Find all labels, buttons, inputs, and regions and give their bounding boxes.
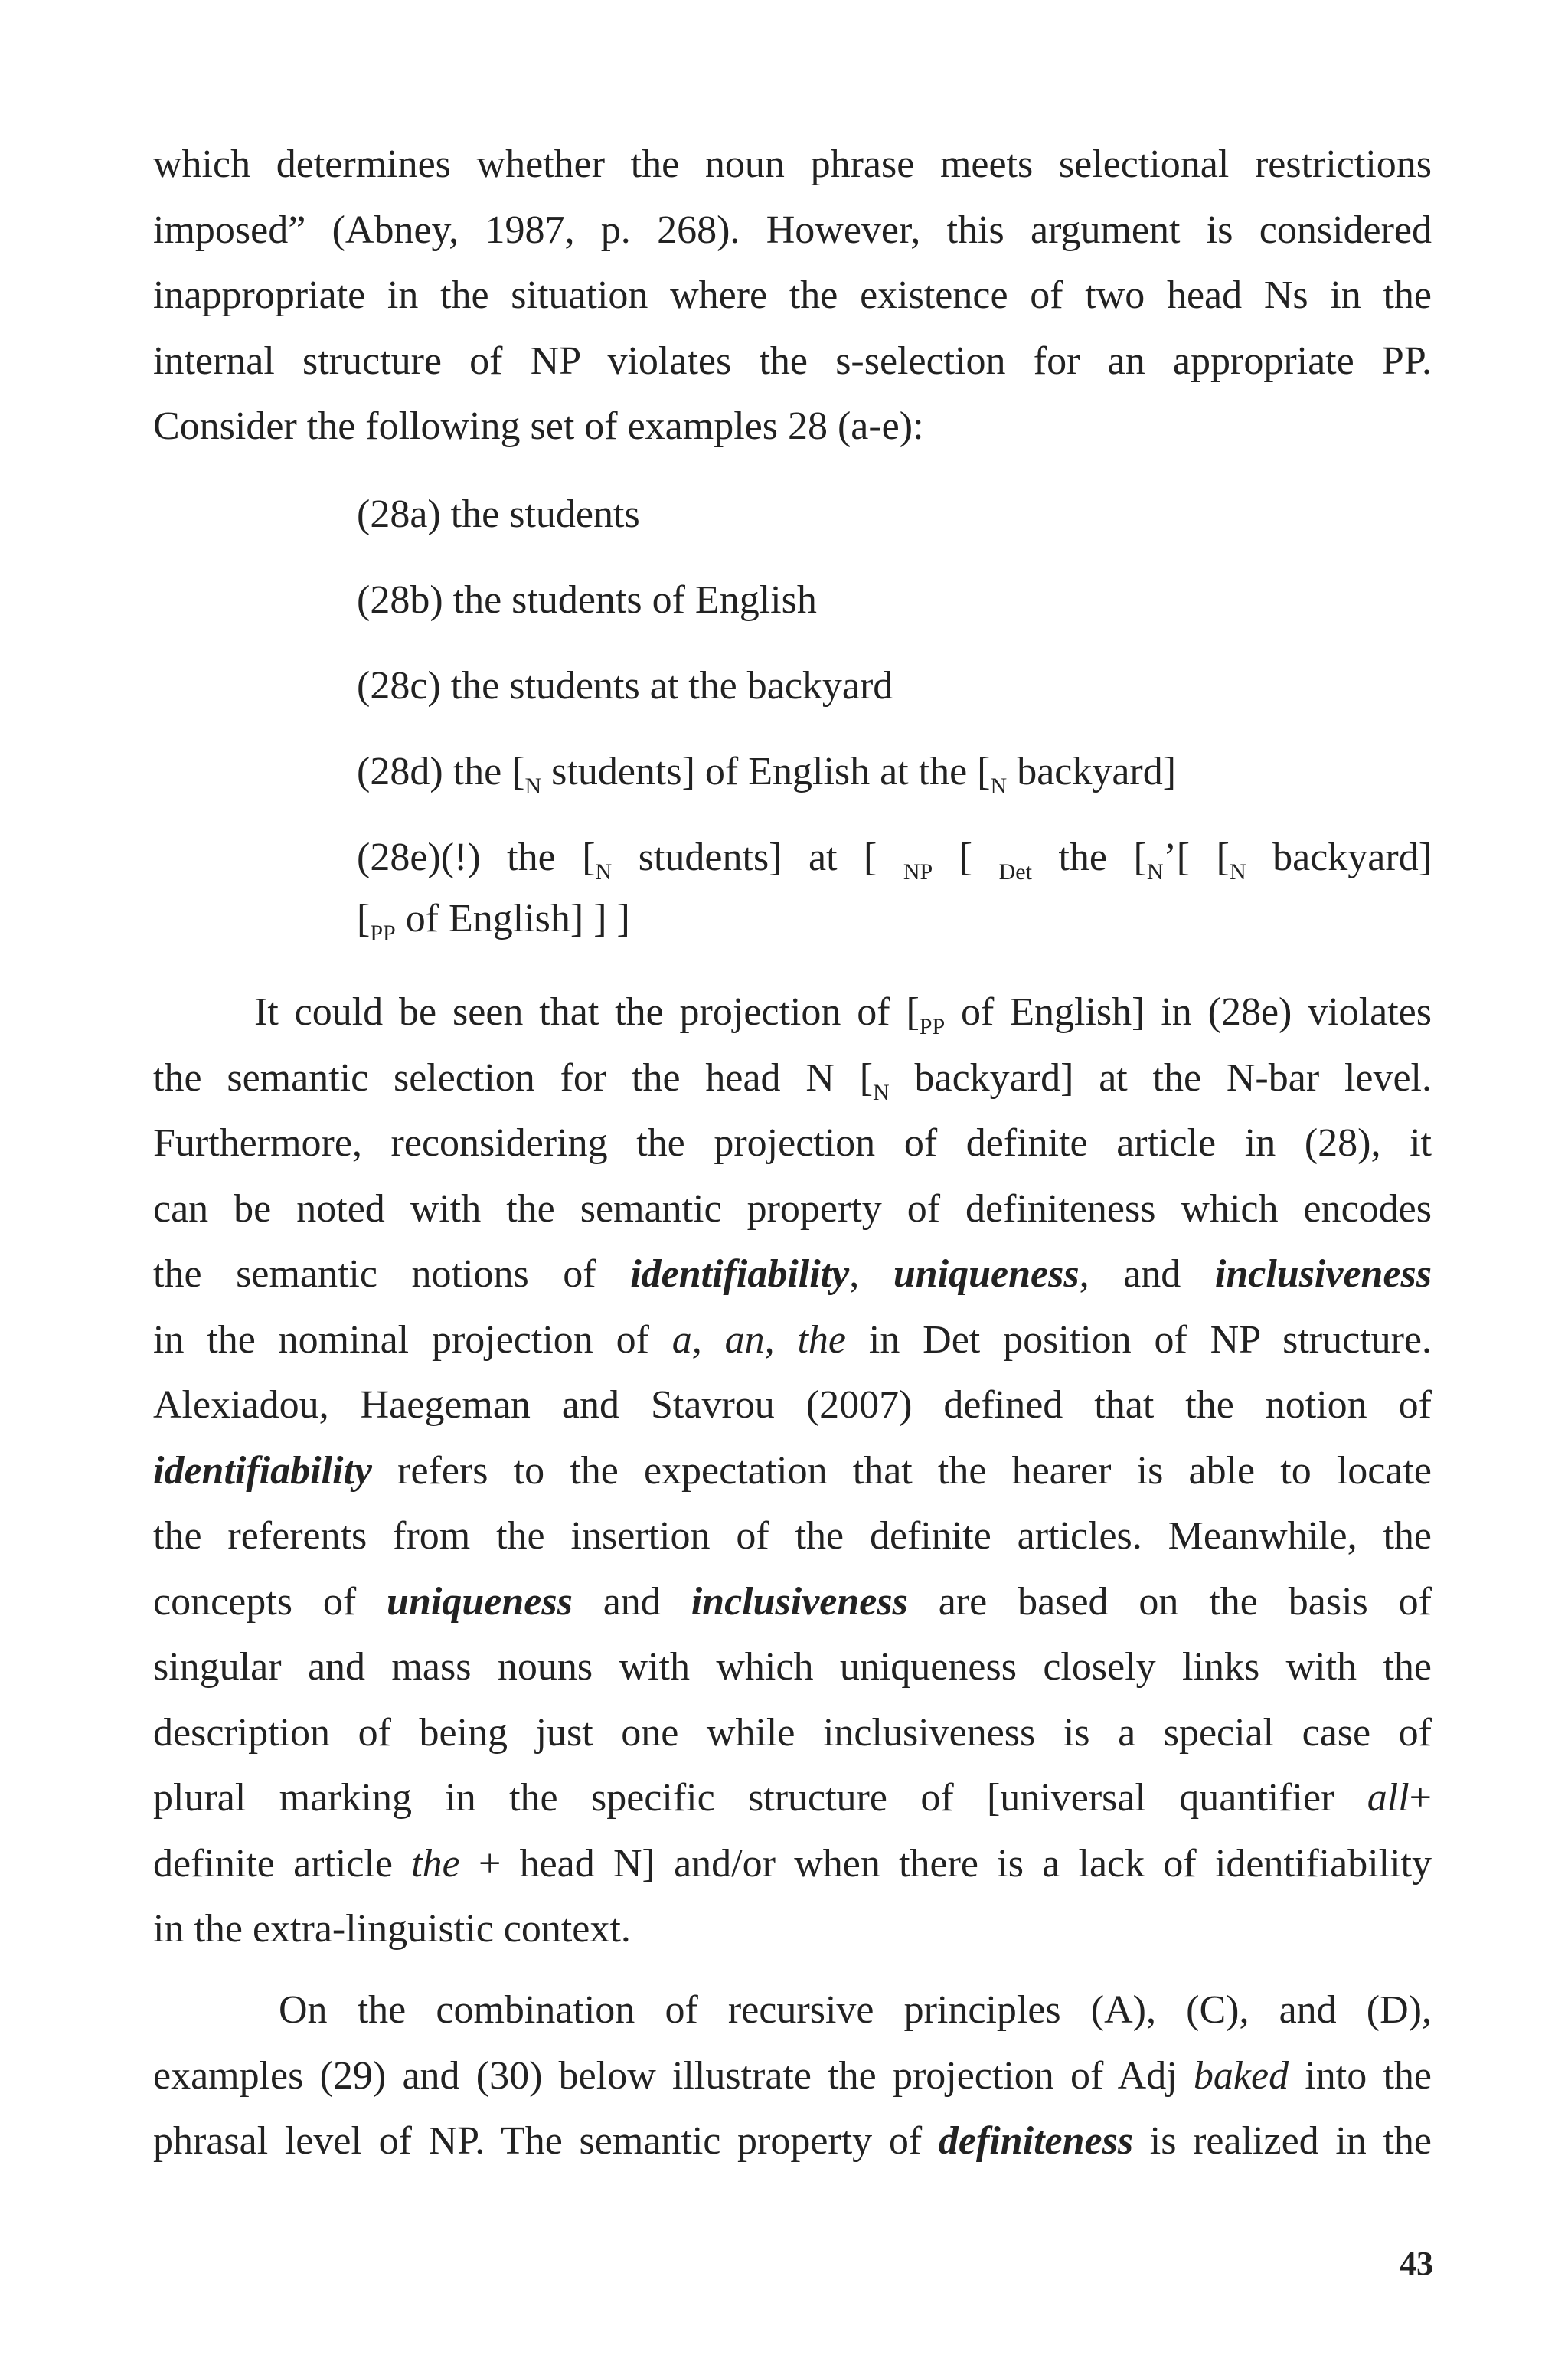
text-line: which determines whether the noun phrase meets selectional restrictions bbox=[153, 142, 1432, 186]
example-text: backyard] bbox=[1007, 750, 1177, 793]
subscript: N bbox=[1229, 859, 1246, 885]
subscript: N bbox=[524, 774, 542, 799]
subscript: N bbox=[990, 774, 1008, 799]
page-number: 43 bbox=[1400, 2245, 1433, 2282]
term-emphasis: uniqueness bbox=[387, 1579, 573, 1624]
example-text: backyard] bbox=[1246, 836, 1432, 879]
example-line bbox=[357, 835, 1432, 896]
example-line bbox=[357, 896, 1432, 957]
text-line: singular and mass nouns with which uniqueness closely links with the bbox=[153, 1645, 1432, 1689]
text-span: and bbox=[572, 1579, 691, 1624]
text-span: of English] in (28e) violates bbox=[945, 990, 1432, 1034]
text-line: inappropriate in the situation where the existence of two head Ns in the bbox=[153, 273, 1432, 317]
text-line bbox=[153, 1438, 1432, 1504]
text-line bbox=[153, 1307, 1432, 1373]
text-span: examples (29) and (30) below illustrate the projection of Adj bbox=[153, 2053, 1194, 2098]
text-span: backyard] at the N-bar level. bbox=[889, 1055, 1432, 1100]
italic-text: all bbox=[1367, 1776, 1410, 1820]
text-line bbox=[153, 2108, 1432, 2174]
example-text: the [ bbox=[1031, 836, 1147, 879]
subscript: Det bbox=[998, 859, 1032, 885]
example-text: of English] ] ] bbox=[395, 897, 630, 940]
text-line: can be noted with the semantic property of definiteness which encodes bbox=[153, 1186, 1432, 1231]
text-span: , and bbox=[1079, 1252, 1215, 1296]
subscript: N bbox=[1146, 859, 1164, 885]
text-line bbox=[153, 1765, 1432, 1831]
text-line: Furthermore, reconsidering the projection of definite article in (28), it bbox=[153, 1121, 1432, 1165]
italic-text: the bbox=[411, 1841, 460, 1886]
text-span: It could be seen that the projection of [ bbox=[254, 990, 920, 1034]
term-emphasis: inclusiveness bbox=[1214, 1252, 1432, 1296]
paragraph-intro bbox=[153, 132, 1432, 460]
text-line: in the extra-linguistic context. bbox=[153, 1907, 631, 1951]
text-span: in the nominal projection of bbox=[153, 1317, 672, 1362]
text-line bbox=[153, 1045, 1432, 1111]
text-line bbox=[153, 1569, 1432, 1635]
text-line: description of being just one while inclusiveness is a special case of bbox=[153, 1710, 1432, 1755]
example-text: (28b) the students of English bbox=[357, 578, 817, 622]
text-span: + head N] and/or when there is a lack of identifiability bbox=[459, 1841, 1432, 1886]
example-text: (28e)(!) the [ bbox=[357, 836, 596, 879]
example-28b bbox=[357, 577, 1432, 623]
example-text: (28d) the [ bbox=[357, 750, 525, 793]
text-line bbox=[153, 2043, 1432, 2109]
italic-text: baked bbox=[1193, 2053, 1289, 2098]
text-span: , bbox=[849, 1252, 893, 1296]
example-28c bbox=[357, 663, 1432, 709]
example-text: students] of English at the [ bbox=[541, 750, 991, 793]
example-text: (28a) the students bbox=[357, 492, 640, 536]
term-emphasis: identifiability bbox=[153, 1448, 372, 1493]
subscript: PP bbox=[370, 921, 396, 946]
example-28a bbox=[357, 492, 1432, 538]
text-line: Consider the following set of examples 28 (a-e): bbox=[153, 404, 924, 448]
text-line: On the combination of recursive principles (A), (C), and (D), bbox=[279, 1988, 1432, 2032]
text-span: into the bbox=[1289, 2053, 1432, 2098]
text-span: refers to the expectation that the hearer is able to locate bbox=[371, 1448, 1432, 1493]
example-text: [ bbox=[933, 836, 999, 879]
text-line: internal structure of NP violates the s-selection for an appropriate PP. bbox=[153, 339, 1432, 383]
term-emphasis: identifiability bbox=[630, 1252, 850, 1296]
text-span: are based on the basis of bbox=[907, 1579, 1432, 1624]
text-span: definite article bbox=[153, 1841, 412, 1886]
text-span: + bbox=[1409, 1776, 1432, 1820]
text-line bbox=[153, 980, 1432, 1045]
text-span: plural marking in the specific structure of [universal quantifier bbox=[153, 1776, 1367, 1820]
text-span: is realized in the bbox=[1133, 2119, 1432, 2163]
example-text: [ bbox=[357, 897, 371, 940]
term-emphasis: definiteness bbox=[938, 2119, 1134, 2163]
paragraph-definiteness bbox=[153, 980, 1432, 1962]
subscript: N bbox=[595, 859, 612, 885]
text-line: the referents from the insertion of the definite articles. Meanwhile, the bbox=[153, 1514, 1432, 1558]
example-28d bbox=[357, 749, 1432, 799]
example-text: ’[ [ bbox=[1163, 836, 1230, 879]
text-span: concepts of bbox=[153, 1579, 387, 1624]
text-line: imposed” (Abney, 1987, p. 268). However, this argument is considered bbox=[153, 208, 1432, 252]
example-28e bbox=[357, 835, 1432, 957]
term-emphasis: inclusiveness bbox=[691, 1579, 908, 1624]
example-text: (28c) the students at the backyard bbox=[357, 664, 893, 708]
text-span: in Det position of NP structure. bbox=[846, 1317, 1432, 1362]
text-span: the semantic notions of bbox=[153, 1252, 631, 1296]
subscript: PP bbox=[919, 1014, 946, 1039]
text-line bbox=[153, 1241, 1432, 1307]
text-span: phrasal level of NP. The semantic property of bbox=[153, 2119, 939, 2163]
text-line: Alexiadou, Haegeman and Stavrou (2007) defined that the notion of bbox=[153, 1383, 1432, 1427]
text-line bbox=[153, 1831, 1432, 1897]
italic-text: a, an, the bbox=[671, 1317, 847, 1362]
example-text: students] at [ bbox=[612, 836, 903, 879]
subscript: NP bbox=[903, 859, 933, 885]
text-span: the semantic selection for the head N [ bbox=[153, 1055, 874, 1100]
paragraph-recursive bbox=[153, 1977, 1432, 2174]
subscript: N bbox=[873, 1079, 890, 1105]
term-emphasis: uniqueness bbox=[893, 1252, 1080, 1296]
